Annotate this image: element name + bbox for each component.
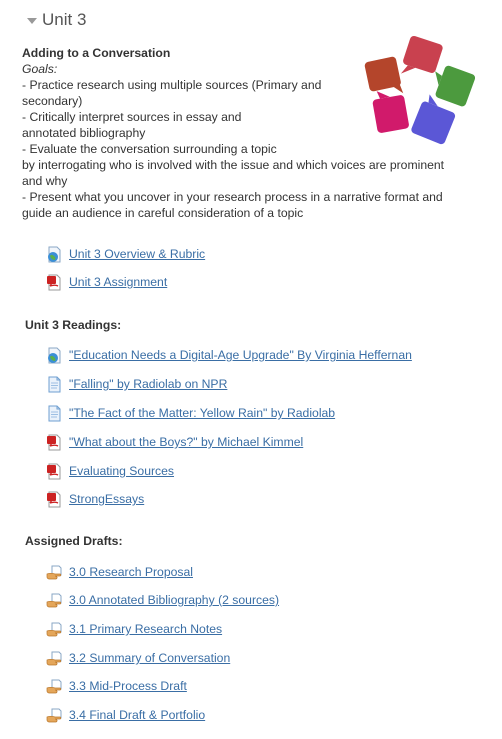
activity-pdf[interactable]	[46, 462, 174, 480]
summary-line: - Practice research using multiple sources (Primary and	[22, 78, 322, 92]
pdf-icon	[46, 491, 63, 508]
activity-pdf[interactable]	[46, 273, 167, 291]
activity-link[interactable]: "Falling" by Radiolab on NPR	[69, 377, 228, 391]
pdf-icon	[46, 463, 63, 480]
summary-line: guide an audience in careful consideration of a topic	[22, 206, 304, 220]
summary-line: annotated bibliography	[22, 126, 146, 140]
summary-heading: Adding to a Conversation	[22, 46, 171, 60]
section-header[interactable]	[27, 10, 86, 30]
document-icon	[46, 405, 63, 422]
activity-assignment[interactable]	[46, 591, 279, 609]
collapse-caret-icon[interactable]	[27, 18, 37, 24]
activity-link[interactable]: 3.2 Summary of Conversation	[69, 651, 231, 665]
activity-link[interactable]: 3.3 Mid-Process Draft	[69, 679, 187, 693]
activity-link[interactable]: 3.0 Annotated Bibliography (2 sources)	[69, 593, 280, 607]
conversation-logo-icon	[361, 35, 475, 145]
assignment-hand-icon	[46, 592, 63, 609]
speech-bubble-pink	[372, 94, 409, 133]
pdf-icon	[46, 274, 63, 291]
drafts-heading: Assigned Drafts:	[25, 534, 123, 548]
assignment-hand-icon	[46, 564, 63, 581]
section-title: Unit 3	[42, 10, 87, 29]
activity-page[interactable]	[46, 375, 227, 393]
speech-bubble-green	[434, 65, 475, 108]
url-globe-icon	[46, 246, 63, 263]
activity-page[interactable]	[46, 404, 335, 422]
readings-heading: Unit 3 Readings:	[25, 318, 122, 332]
activity-link[interactable]: StrongEssays	[69, 492, 145, 506]
activity-link[interactable]: 3.1 Primary Research Notes	[69, 622, 223, 636]
speech-bubble-blue	[410, 100, 456, 145]
activity-link[interactable]: 3.4 Final Draft & Portfolio	[69, 708, 206, 722]
assignment-hand-icon	[46, 650, 63, 667]
activity-link[interactable]: Unit 3 Overview & Rubric	[69, 247, 206, 261]
pdf-icon	[46, 434, 63, 451]
activity-pdf[interactable]	[46, 433, 303, 451]
activity-assignment[interactable]	[46, 620, 222, 638]
activity-link[interactable]: 3.0 Research Proposal	[69, 565, 193, 579]
summary-line: secondary)	[22, 94, 83, 108]
activity-assignment[interactable]	[46, 677, 187, 695]
summary-line: by interrogating who is involved with the issue and which voices are prominent	[22, 158, 445, 172]
activity-url[interactable]	[46, 245, 205, 263]
activity-pdf[interactable]	[46, 490, 144, 508]
summary-line: and why	[22, 174, 68, 188]
activity-link[interactable]: "Education Needs a Digital-Age Upgrade" By Virginia Heffernan	[69, 348, 412, 362]
summary-line: - Critically interpret sources in essay and	[22, 110, 242, 124]
url-globe-icon	[46, 347, 63, 364]
activity-link[interactable]: "What about the Boys?" by Michael Kimmel	[69, 435, 304, 449]
activity-url[interactable]	[46, 346, 412, 364]
assignment-hand-icon	[46, 678, 63, 695]
summary-line: - Evaluate the conversation surrounding a topic	[22, 142, 277, 156]
document-icon	[46, 376, 63, 393]
activity-assignment[interactable]	[46, 563, 193, 581]
activity-assignment[interactable]	[46, 649, 230, 667]
activity-link[interactable]: Unit 3 Assignment	[69, 275, 168, 289]
summary-line: - Present what you uncover in your research process in a narrative format and	[22, 190, 443, 204]
activity-link[interactable]: "The Fact of the Matter: Yellow Rain" by Radiolab	[69, 406, 336, 420]
assignment-hand-icon	[46, 621, 63, 638]
assignment-hand-icon	[46, 707, 63, 724]
activity-assignment[interactable]	[46, 706, 205, 724]
activity-link[interactable]: Evaluating Sources	[69, 464, 175, 478]
goals-label: Goals:	[22, 62, 58, 76]
